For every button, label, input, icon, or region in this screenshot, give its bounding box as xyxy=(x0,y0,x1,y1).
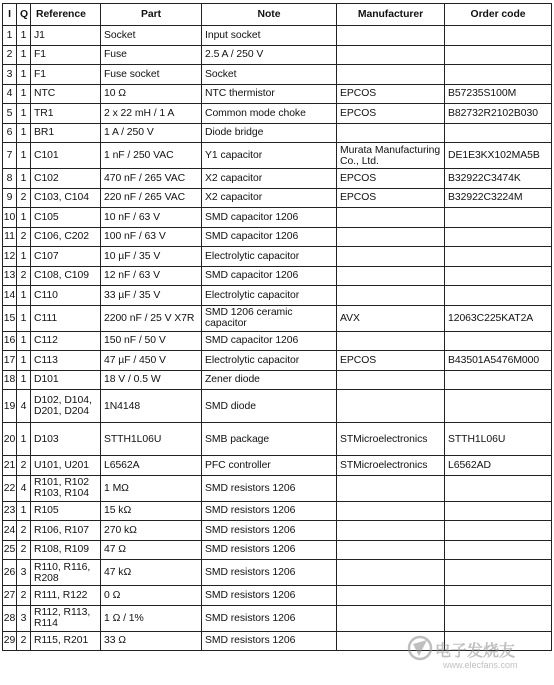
cell-index: 3 xyxy=(3,65,17,85)
table-row xyxy=(3,423,552,456)
cell-reference: R111, R122 xyxy=(31,586,101,606)
cell-index: 27 xyxy=(3,586,17,606)
table-row xyxy=(3,247,552,267)
cell-order-code: B57235S100M xyxy=(445,84,552,104)
cell-note: SMD resistors 1206 xyxy=(202,631,337,651)
cell-note: Y1 capacitor xyxy=(202,143,337,169)
cell-manufacturer: Murata Manufacturing Co., Ltd. xyxy=(337,143,445,169)
cell-order-code xyxy=(445,390,552,423)
cell-order-code xyxy=(445,26,552,46)
table-row xyxy=(3,266,552,286)
cell-reference: NTC xyxy=(31,84,101,104)
cell-part: 2 x 22 mH / 1 A xyxy=(101,104,202,124)
cell-reference: R112, R113, R114 xyxy=(31,605,101,631)
cell-part: 1 Ω / 1% xyxy=(101,605,202,631)
cell-quantity: 3 xyxy=(17,605,31,631)
cell-reference: C102 xyxy=(31,169,101,189)
cell-manufacturer: AVX xyxy=(337,305,445,331)
cell-quantity: 2 xyxy=(17,266,31,286)
cell-part: 47 kΩ xyxy=(101,560,202,586)
header-quantity: Q xyxy=(17,4,31,26)
cell-quantity: 1 xyxy=(17,104,31,124)
cell-order-code xyxy=(445,247,552,267)
cell-order-code xyxy=(445,540,552,560)
cell-manufacturer: EPCOS xyxy=(337,84,445,104)
bom-body xyxy=(3,26,552,651)
cell-quantity: 1 xyxy=(17,286,31,306)
cell-reference: R110, R116, R208 xyxy=(31,560,101,586)
cell-index: 12 xyxy=(3,247,17,267)
cell-reference: C103, C104 xyxy=(31,188,101,208)
cell-reference: C113 xyxy=(31,351,101,371)
table-row xyxy=(3,540,552,560)
cell-part: 470 nF / 265 VAC xyxy=(101,169,202,189)
cell-part: 1 MΩ xyxy=(101,475,202,501)
cell-order-code xyxy=(445,521,552,541)
cell-note: SMD diode xyxy=(202,390,337,423)
cell-part: 1N4148 xyxy=(101,390,202,423)
cell-manufacturer xyxy=(337,331,445,351)
table-row xyxy=(3,586,552,606)
cell-order-code xyxy=(445,605,552,631)
cell-manufacturer xyxy=(337,208,445,228)
cell-index: 7 xyxy=(3,143,17,169)
cell-manufacturer xyxy=(337,475,445,501)
cell-index: 15 xyxy=(3,305,17,331)
cell-quantity: 1 xyxy=(17,305,31,331)
cell-note: Electrolytic capacitor xyxy=(202,351,337,371)
cell-reference: C108, C109 xyxy=(31,266,101,286)
elecfans-logo-icon xyxy=(405,634,439,664)
bom-table xyxy=(2,3,552,651)
cell-quantity: 1 xyxy=(17,247,31,267)
cell-index: 23 xyxy=(3,501,17,521)
table-row xyxy=(3,331,552,351)
cell-reference: C106, C202 xyxy=(31,227,101,247)
cell-manufacturer: EPCOS xyxy=(337,188,445,208)
cell-part: 47 Ω xyxy=(101,540,202,560)
cell-part: 18 V / 0.5 W xyxy=(101,370,202,390)
cell-note: SMD resistors 1206 xyxy=(202,586,337,606)
cell-quantity: 1 xyxy=(17,351,31,371)
cell-note: SMD resistors 1206 xyxy=(202,560,337,586)
cell-reference: BR1 xyxy=(31,123,101,143)
table-row xyxy=(3,370,552,390)
cell-note: X2 capacitor xyxy=(202,169,337,189)
header-reference: Reference xyxy=(31,4,101,26)
cell-quantity: 2 xyxy=(17,227,31,247)
table-row xyxy=(3,390,552,423)
table-row xyxy=(3,227,552,247)
cell-reference: TR1 xyxy=(31,104,101,124)
cell-index: 6 xyxy=(3,123,17,143)
cell-part: 270 kΩ xyxy=(101,521,202,541)
table-row xyxy=(3,605,552,631)
cell-reference: C111 xyxy=(31,305,101,331)
table-row xyxy=(3,169,552,189)
cell-order-code: L6562AD xyxy=(445,456,552,476)
cell-quantity: 1 xyxy=(17,65,31,85)
cell-part: Socket xyxy=(101,26,202,46)
cell-part: 100 nF / 63 V xyxy=(101,227,202,247)
cell-manufacturer xyxy=(337,123,445,143)
cell-note: SMD resistors 1206 xyxy=(202,475,337,501)
table-row xyxy=(3,104,552,124)
header-index: I xyxy=(3,4,17,26)
cell-quantity: 1 xyxy=(17,84,31,104)
cell-manufacturer: EPCOS xyxy=(337,104,445,124)
cell-order-code xyxy=(445,227,552,247)
cell-reference: C105 xyxy=(31,208,101,228)
cell-part: Fuse xyxy=(101,45,202,65)
table-row xyxy=(3,475,552,501)
cell-order-code: 12063C225KAT2A xyxy=(445,305,552,331)
cell-index: 28 xyxy=(3,605,17,631)
cell-reference: C112 xyxy=(31,331,101,351)
cell-manufacturer xyxy=(337,605,445,631)
cell-part: 1 nF / 250 VAC xyxy=(101,143,202,169)
cell-index: 9 xyxy=(3,188,17,208)
cell-order-code xyxy=(445,331,552,351)
cell-index: 10 xyxy=(3,208,17,228)
cell-quantity: 1 xyxy=(17,370,31,390)
cell-note: SMD capacitor 1206 xyxy=(202,266,337,286)
cell-index: 20 xyxy=(3,423,17,456)
cell-quantity: 1 xyxy=(17,45,31,65)
cell-reference: R115, R201 xyxy=(31,631,101,651)
cell-reference: D102, D104, D201, D204 xyxy=(31,390,101,423)
cell-order-code xyxy=(445,208,552,228)
cell-manufacturer xyxy=(337,501,445,521)
cell-note: SMD resistors 1206 xyxy=(202,540,337,560)
cell-index: 4 xyxy=(3,84,17,104)
cell-quantity: 4 xyxy=(17,390,31,423)
header-order-code: Order code xyxy=(445,4,552,26)
cell-note: X2 capacitor xyxy=(202,188,337,208)
cell-part: Fuse socket xyxy=(101,65,202,85)
cell-part: 0 Ω xyxy=(101,586,202,606)
table-row xyxy=(3,45,552,65)
cell-note: Common mode choke xyxy=(202,104,337,124)
cell-quantity: 1 xyxy=(17,501,31,521)
cell-note: SMD resistors 1206 xyxy=(202,501,337,521)
cell-order-code xyxy=(445,560,552,586)
cell-note: NTC thermistor xyxy=(202,84,337,104)
cell-part: 10 Ω xyxy=(101,84,202,104)
cell-order-code: STTH1L06U xyxy=(445,423,552,456)
cell-manufacturer xyxy=(337,26,445,46)
cell-note: Socket xyxy=(202,65,337,85)
cell-manufacturer: EPCOS xyxy=(337,351,445,371)
cell-manufacturer xyxy=(337,560,445,586)
cell-note: SMD capacitor 1206 xyxy=(202,227,337,247)
cell-reference: R101, R102 R103, R104 xyxy=(31,475,101,501)
cell-reference: R105 xyxy=(31,501,101,521)
header-manufacturer: Manufacturer xyxy=(337,4,445,26)
cell-manufacturer xyxy=(337,521,445,541)
watermark xyxy=(405,634,545,678)
cell-reference: C107 xyxy=(31,247,101,267)
cell-quantity: 4 xyxy=(17,475,31,501)
cell-note: SMD resistors 1206 xyxy=(202,521,337,541)
cell-note: Electrolytic capacitor xyxy=(202,247,337,267)
cell-part: 150 nF / 50 V xyxy=(101,331,202,351)
cell-reference: F1 xyxy=(31,65,101,85)
cell-note: Diode bridge xyxy=(202,123,337,143)
cell-index: 2 xyxy=(3,45,17,65)
cell-order-code: B43501A5476M000 xyxy=(445,351,552,371)
cell-manufacturer: STMicroelectronics xyxy=(337,456,445,476)
cell-index: 14 xyxy=(3,286,17,306)
cell-note: PFC controller xyxy=(202,456,337,476)
cell-index: 1 xyxy=(3,26,17,46)
cell-quantity: 2 xyxy=(17,521,31,541)
cell-note: SMB package xyxy=(202,423,337,456)
cell-order-code: B32922C3224M xyxy=(445,188,552,208)
cell-order-code: B32922C3474K xyxy=(445,169,552,189)
cell-index: 25 xyxy=(3,540,17,560)
cell-part: 47 µF / 450 V xyxy=(101,351,202,371)
cell-manufacturer xyxy=(337,370,445,390)
table-row xyxy=(3,456,552,476)
table-row xyxy=(3,351,552,371)
cell-part: 10 nF / 63 V xyxy=(101,208,202,228)
cell-index: 17 xyxy=(3,351,17,371)
cell-order-code xyxy=(445,65,552,85)
cell-quantity: 1 xyxy=(17,331,31,351)
cell-note: SMD 1206 ceramic capacitor xyxy=(202,305,337,331)
cell-reference: J1 xyxy=(31,26,101,46)
cell-order-code xyxy=(445,123,552,143)
cell-manufacturer xyxy=(337,227,445,247)
cell-order-code: DE1E3KX102MA5B xyxy=(445,143,552,169)
cell-order-code xyxy=(445,266,552,286)
cell-index: 5 xyxy=(3,104,17,124)
cell-quantity: 1 xyxy=(17,208,31,228)
table-row xyxy=(3,26,552,46)
cell-index: 29 xyxy=(3,631,17,651)
table-row xyxy=(3,123,552,143)
cell-part: 1 A / 250 V xyxy=(101,123,202,143)
cell-quantity: 2 xyxy=(17,631,31,651)
cell-index: 24 xyxy=(3,521,17,541)
cell-order-code: B82732R2102B030 xyxy=(445,104,552,124)
cell-manufacturer xyxy=(337,247,445,267)
watermark-text: 电子发烧友 xyxy=(435,641,516,660)
cell-manufacturer xyxy=(337,390,445,423)
cell-manufacturer xyxy=(337,65,445,85)
table-row xyxy=(3,65,552,85)
cell-reference: C110 xyxy=(31,286,101,306)
cell-note: 2.5 A / 250 V xyxy=(202,45,337,65)
cell-reference: F1 xyxy=(31,45,101,65)
table-row xyxy=(3,286,552,306)
header-part: Part xyxy=(101,4,202,26)
cell-reference: R106, R107 xyxy=(31,521,101,541)
table-row xyxy=(3,501,552,521)
cell-reference: D103 xyxy=(31,423,101,456)
cell-part: 2200 nF / 25 V X7R xyxy=(101,305,202,331)
cell-manufacturer xyxy=(337,45,445,65)
cell-quantity: 2 xyxy=(17,540,31,560)
cell-note: SMD resistors 1206 xyxy=(202,605,337,631)
cell-part: L6562A xyxy=(101,456,202,476)
cell-quantity: 1 xyxy=(17,169,31,189)
cell-quantity: 1 xyxy=(17,143,31,169)
header-note: Note xyxy=(202,4,337,26)
cell-manufacturer: STMicroelectronics xyxy=(337,423,445,456)
cell-index: 18 xyxy=(3,370,17,390)
cell-order-code xyxy=(445,475,552,501)
cell-quantity: 1 xyxy=(17,423,31,456)
table-row xyxy=(3,208,552,228)
cell-part: 33 µF / 35 V xyxy=(101,286,202,306)
cell-note: SMD capacitor 1206 xyxy=(202,208,337,228)
cell-manufacturer xyxy=(337,586,445,606)
table-row xyxy=(3,188,552,208)
cell-part: 220 nF / 265 VAC xyxy=(101,188,202,208)
table-row xyxy=(3,560,552,586)
cell-index: 8 xyxy=(3,169,17,189)
cell-note: SMD capacitor 1206 xyxy=(202,331,337,351)
cell-note: Electrolytic capacitor xyxy=(202,286,337,306)
cell-index: 19 xyxy=(3,390,17,423)
cell-reference: U101, U201 xyxy=(31,456,101,476)
cell-quantity: 2 xyxy=(17,586,31,606)
cell-quantity: 2 xyxy=(17,456,31,476)
cell-manufacturer xyxy=(337,266,445,286)
header-row xyxy=(3,4,552,26)
cell-order-code xyxy=(445,370,552,390)
cell-quantity: 2 xyxy=(17,188,31,208)
watermark-url: www.elecfans.com xyxy=(443,660,518,670)
cell-index: 11 xyxy=(3,227,17,247)
cell-part: 12 nF / 63 V xyxy=(101,266,202,286)
cell-order-code xyxy=(445,501,552,521)
cell-index: 16 xyxy=(3,331,17,351)
cell-index: 26 xyxy=(3,560,17,586)
cell-part: 15 kΩ xyxy=(101,501,202,521)
cell-order-code xyxy=(445,586,552,606)
cell-quantity: 3 xyxy=(17,560,31,586)
cell-index: 21 xyxy=(3,456,17,476)
cell-index: 22 xyxy=(3,475,17,501)
cell-index: 13 xyxy=(3,266,17,286)
cell-quantity: 1 xyxy=(17,123,31,143)
cell-manufacturer: EPCOS xyxy=(337,169,445,189)
cell-manufacturer xyxy=(337,540,445,560)
table-row xyxy=(3,84,552,104)
cell-reference: R108, R109 xyxy=(31,540,101,560)
cell-order-code xyxy=(445,45,552,65)
table-row xyxy=(3,521,552,541)
cell-manufacturer xyxy=(337,286,445,306)
cell-part: 33 Ω xyxy=(101,631,202,651)
cell-part: STTH1L06U xyxy=(101,423,202,456)
cell-order-code xyxy=(445,286,552,306)
table-row xyxy=(3,305,552,331)
cell-reference: D101 xyxy=(31,370,101,390)
cell-note: Input socket xyxy=(202,26,337,46)
cell-quantity: 1 xyxy=(17,26,31,46)
cell-note: Zener diode xyxy=(202,370,337,390)
cell-reference: C101 xyxy=(31,143,101,169)
table-row xyxy=(3,143,552,169)
cell-part: 10 µF / 35 V xyxy=(101,247,202,267)
